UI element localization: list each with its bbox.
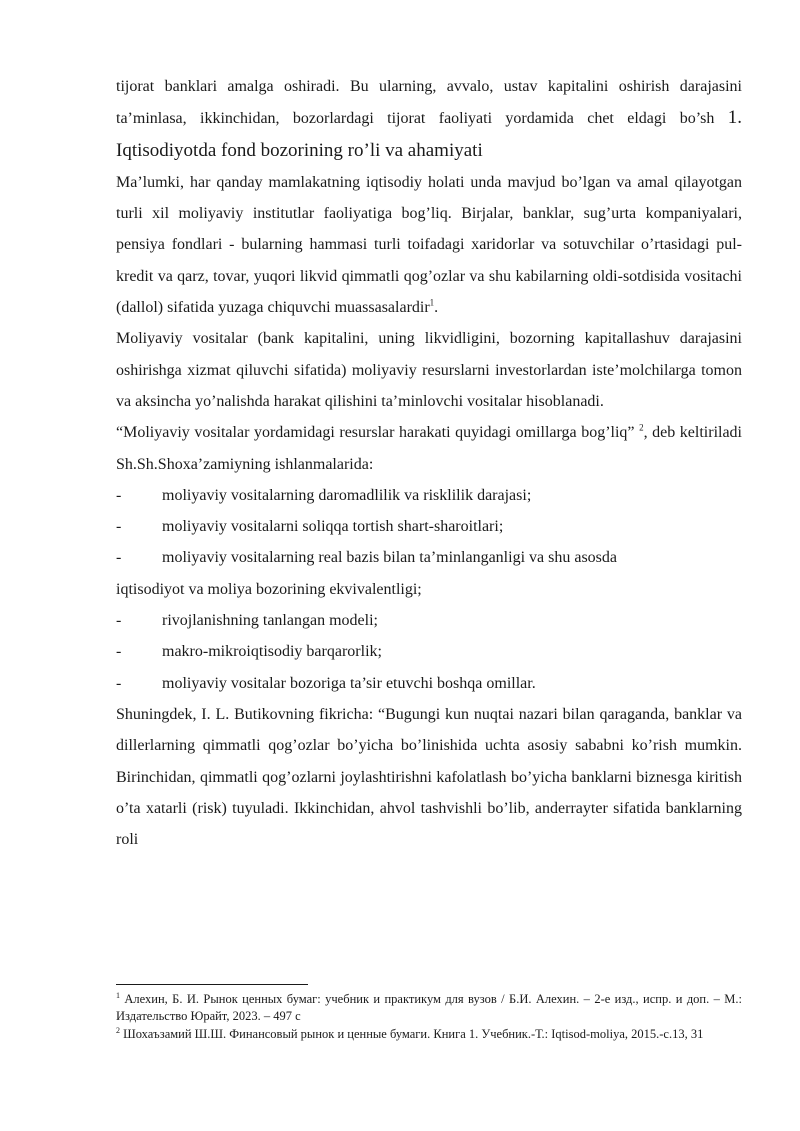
footnote-number: 2 <box>116 1025 120 1035</box>
paragraph-financial-institutions: Ma’lumki, har qanday mamlakatning iqtisodiy holati unda mavjud bo’lgan va amal qilayotgan turli xil moliyaviy institutlar faoliyatiga bog’liq. Birjalar, banklar, sug’urta kompaniyalari, pensiya fondlari - bularning hammasi turli toifadagi xaridorlar va sotuvchilar o’rtasidagi pul-kredit va qarz, tovar, yuqori likvid qimmatli qog’ozlar va shu kabilarning oldi-sotdisida vositachi (dallol) sifatida yuzaga chiquvchi muassasalardir$^1$. <box>116 173 742 317</box>
list-item-text: moliyaviy vositalar bozoriga ta’sir etuvchi boshqa omillar. <box>162 674 536 692</box>
list-item <box>116 636 742 667</box>
list-item <box>116 480 742 511</box>
section-heading: 1. Iqtisodiyotda fond bozorining ro’li va ahamiyati <box>116 107 742 161</box>
list-item <box>116 511 742 542</box>
footnote-ref-2[interactable]: 2 <box>639 422 644 433</box>
paragraph-butikov: Shuningdek, I. L. Butikovning fikricha: “Bugungi kun nuqtai nazari bilan qaraganda, banklar va dillerlarning qimmatli qog’ozlar bo’yicha bo’linishida uchta asosiy sababni ko’rish mumkin. Birinchidan, qimmatli qog’ozlarni joylashtirishni kafolatlash bo’yicha banklarni biznesga kiritish o’ta xatarli (risk) tuyuladi. Ikkinchidan, ahvol tashvishli bo’lib, anderrayter sifatida banklarning roli <box>116 705 742 849</box>
footnotes <box>116 991 742 1045</box>
list-dash: - <box>116 549 122 567</box>
paragraph-text: “Moliyaviy vositalar yordamidagi resurslar harakati quyidagi omillarga bog’liq” <box>116 424 640 442</box>
body-text <box>116 71 742 855</box>
paragraph-intro-text: tijorat banklari amalga oshiradi. Bu ularning, avvalo, ustav kapitalini oshirish darajasini ta’minlasa, ikkinchidan, bozorlardagi tijorat faoliyati yordamida chet eldagi bo’sh <box>116 78 742 128</box>
footnote-text: Шохаъзамий Ш.Ш. Финансовый рынок и ценные бумаги. Книга 1. Учебник.-Т.: Iqtisod-moliya, 2015.-с.13, 31 <box>120 1027 704 1041</box>
footnote-2 <box>116 1026 742 1043</box>
list-dash: - <box>116 486 122 504</box>
list-dash: - <box>116 674 122 692</box>
list-item <box>116 605 742 636</box>
footnote-text: Алехин, Б. И. Рынок ценных бумаг: учебник и практикум для вузов / Б.И. Алехин. – 2-е изд., испр. и доп. – М.: Издательство Юрайт, 2023. – 497 с <box>116 992 742 1023</box>
footnote-1 <box>116 991 742 1024</box>
list-item-text: moliyaviy vositalarning real bazis bilan ta’minlanganligi va shu asosda <box>162 549 617 567</box>
paragraph-quote: “Moliyaviy vositalar yordamidagi resurslar harakati quyidagi omillarga bog’liq” $^2$, deb keltiriladi Sh.Sh.Shoxa’zamiyning ishlanmalarida: <box>116 422 743 473</box>
list-item <box>116 542 742 573</box>
list-item-text: moliyaviy vositalarning daromadlilik va risklilik darajasi; <box>162 486 532 504</box>
list-item-text: makro-mikroiqtisodiy barqarorlik; <box>162 643 382 661</box>
paragraph-financial-instruments: Moliyaviy vositalar (bank kapitalini, uning likvidligini, bozorning kapitallashuv darajasini oshirishga xizmat qiluvchi sifatida) moliyaviy resurslarni investorlardan iste’molchilarga tomon va aksincha yo’nalishda harakat qilishini ta’minlovchi vositalar hisoblanadi. <box>116 330 742 410</box>
list-dash: - <box>116 612 122 630</box>
list-dash: - <box>116 518 122 536</box>
footnote-number: 1 <box>116 990 120 1000</box>
paragraph-intro <box>116 71 742 167</box>
footnote-ref-1[interactable]: 1 <box>429 297 435 308</box>
list-item <box>116 668 742 699</box>
footnote-divider <box>116 984 308 985</box>
paragraph-text: Ma’lumki, har qanday mamlakatning iqtisodiy holati unda mavjud bo’lgan va amal qilayotgan turli xil moliyaviy institutlar faoliyatiga bog’liq. Birjalar, banklar, sug’urta kompaniyalari, pensiya fondlari - bularning hammasi turli toifadagi xaridorlar va sotuvchilar o’rtasidagi pul-kredit va qarz, tovar, yuqori likvid qimmatli qog’ozlar va shu kabilarning oldi-sotdisida vositachi (dallol) sifatida yuzaga chiquvchi muassasalardir <box>116 173 742 317</box>
list-item-continuation: iqtisodiyot va moliya bozorining ekvivalentligi; <box>116 580 422 598</box>
list-item-text: moliyaviy vositalarni soliqqa tortish shart-sharoitlari; <box>162 518 504 536</box>
list-dash: - <box>116 643 122 661</box>
list-item-text: rivojlanishning tanlangan modeli; <box>162 612 378 630</box>
